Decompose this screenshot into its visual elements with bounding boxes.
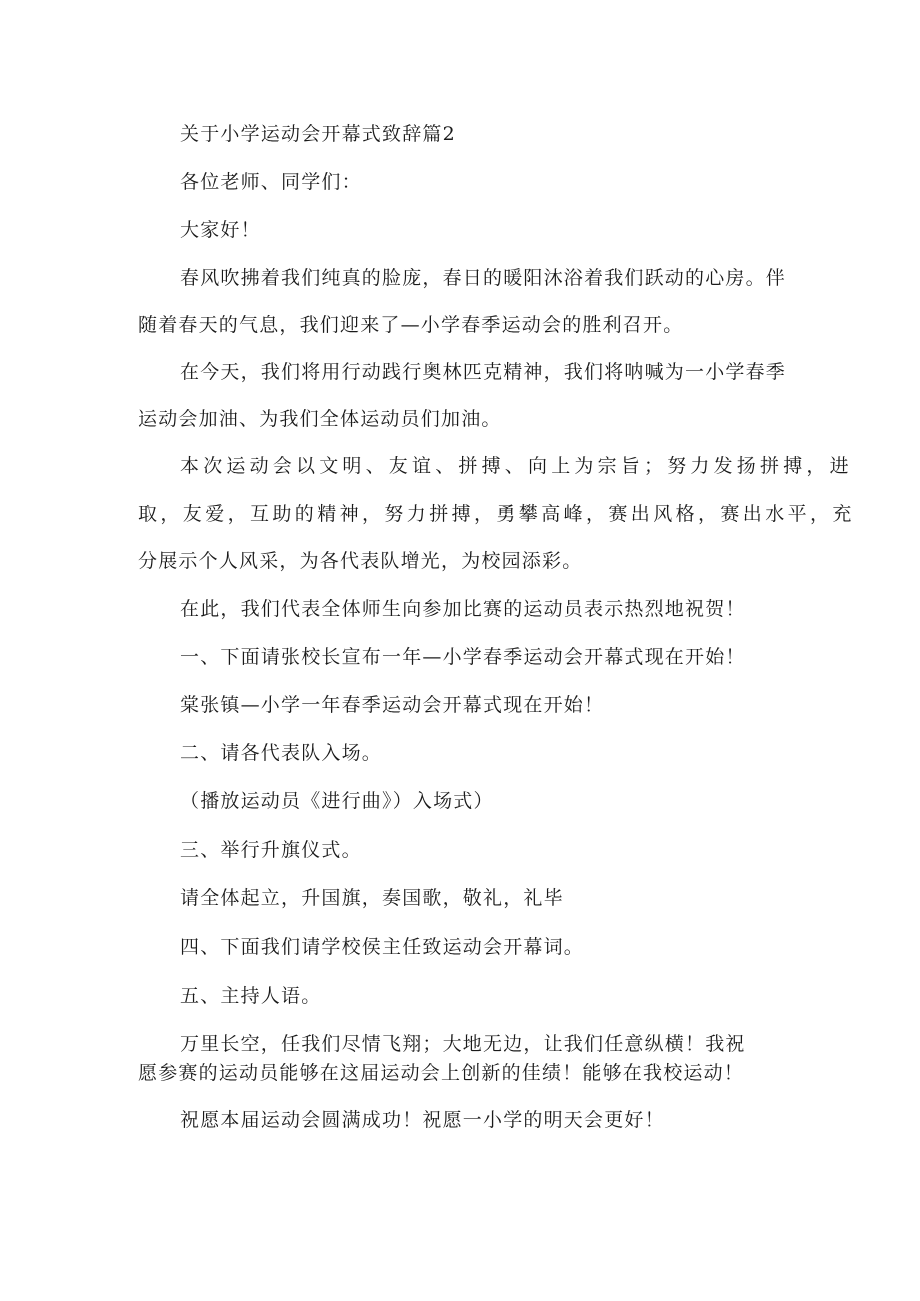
closing-wish: 祝愿本届运动会圆满成功！祝愿一小学的明天会更好！ — [180, 1109, 665, 1131]
item-2-detail: （播放运动员《进行曲》）入场式） — [180, 790, 494, 812]
paragraph-3-line-2: 取，友爱，互助的精神，努力拼搏，勇攀高峰，赛出风格，赛出水平，充 — [138, 503, 855, 525]
item-2: 二、请各代表队入场。 — [180, 742, 383, 764]
closing-line-1: 万里长空，任我们尽情飞翔；大地无边，让我们任意纵横！我祝 — [180, 1033, 746, 1055]
item-1: 一、下面请张校长宣布一年—小学春季运动会开幕式现在开始！ — [180, 646, 746, 668]
greeting: 大家好！ — [180, 219, 261, 241]
item-3: 三、举行升旗仪式。 — [180, 839, 362, 861]
item-1-detail: 棠张镇—小学一年春季运动会开幕式现在开始！ — [180, 694, 605, 716]
paragraph-2-line-2: 运动会加油、为我们全体运动员们加油。 — [138, 408, 502, 430]
paragraph-2-line-1: 在今天，我们将用行动践行奥林匹克精神，我们将呐喊为一小学春季 — [180, 361, 787, 383]
item-5: 五、主持人语。 — [180, 985, 322, 1007]
paragraph-3-line-3: 分展示个人风采，为各代表队增光，为校园添彩。 — [138, 550, 583, 572]
salutation: 各位老师、同学们： — [180, 171, 362, 193]
document-title: 关于小学运动会开幕式致辞篇2 — [180, 123, 456, 145]
item-3-detail: 请全体起立，升国旗，奏国歌，敬礼，礼毕 — [180, 887, 564, 909]
paragraph-3-line-1: 本次运动会以文明、友谊、拼搏、向上为宗旨；努力发扬拼搏，进 — [180, 455, 853, 477]
item-4: 四、下面我们请学校侯主任致运动会开幕词。 — [180, 936, 585, 958]
paragraph-1-line-1: 春风吹拂着我们纯真的脸庞，春日的暖阳沐浴着我们跃动的心房。伴 — [180, 267, 787, 289]
paragraph-1-line-2: 随着春天的气息，我们迎来了—小学春季运动会的胜利召开。 — [138, 314, 684, 336]
closing-line-2: 愿参赛的运动员能够在这届运动会上创新的佳绩！能够在我校运动！ — [138, 1062, 745, 1084]
paragraph-4: 在此，我们代表全体师生向参加比赛的运动员表示热烈地祝贺！ — [180, 598, 746, 620]
